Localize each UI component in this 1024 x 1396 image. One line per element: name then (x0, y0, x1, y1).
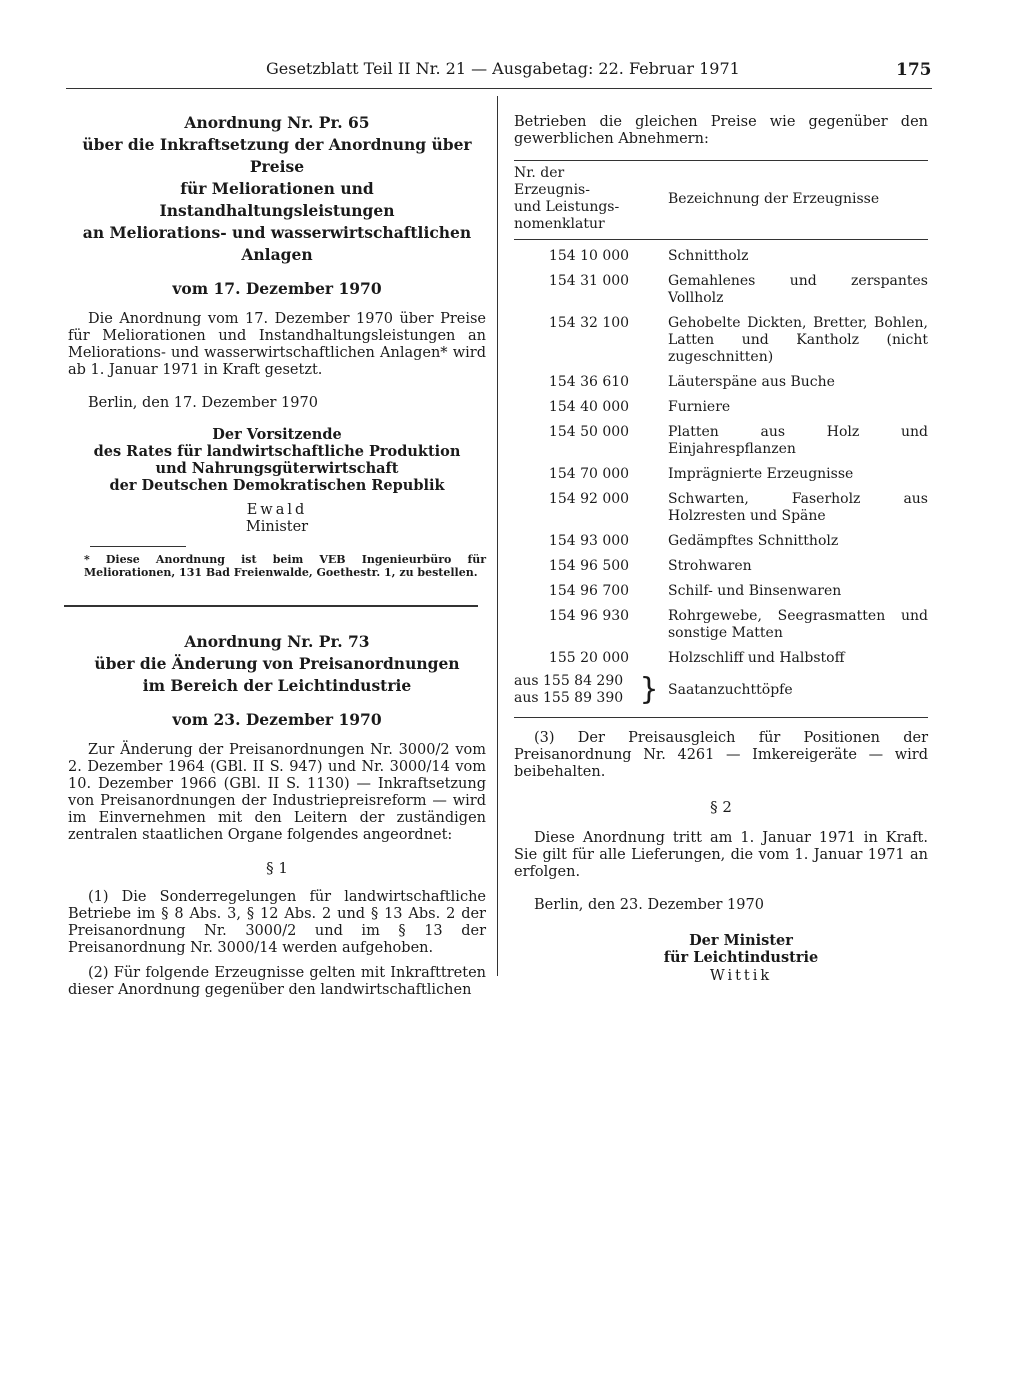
a65-signer-title: Minister (245, 519, 309, 535)
table-row (514, 533, 928, 558)
article-separator (64, 605, 478, 607)
a65-body: Die Anordnung vom 17. Dezember 1970 über Preise für Meliorationen und Instandhaltungsleistungen an Meliorations- und wasserwirtschaftlichen Anlagen* wird ab 1. Januar 1971 in Kraft gesetzt. (68, 311, 486, 378)
brace-symbol: } (639, 672, 659, 707)
a73-p1: (1) Die Sonderregelungen für landwirtschaftliche Betriebe im § 8 Abs. 3, § 12 Abs. 2 und § 13 Abs. 2 der Preisanordnung Nr. 3000/2 und im § 13 der Preisanordnung Nr. 3000/14 werden aufgehoben. (68, 889, 486, 956)
row-name: Rohrgewebe, Seegrasmatten und sonstige Matten (668, 608, 928, 641)
table-row (514, 248, 928, 273)
a73-title-line: über die Änderung von Preisanordnungen (94, 654, 460, 673)
range-from: aus 155 84 290 (514, 673, 624, 689)
row-nr: 154 36 610 (548, 374, 630, 390)
a65-date: vom 17. Dezember 1970 (172, 279, 382, 298)
right-column (514, 114, 928, 985)
header-rule (66, 88, 932, 89)
continuation-text: Betrieben die gleichen Preise wie gegenüber den gewerblichen Abnehmern: (514, 114, 928, 147)
row-name: Platten aus Holz und Einjahrespflanzen (668, 424, 928, 457)
row-nr: 154 50 000 (548, 424, 630, 440)
minister-name: Wittik (709, 968, 773, 984)
row-nr: 154 70 000 (548, 466, 630, 482)
a65-place-date: Berlin, den 17. Dezember 1970 (88, 395, 318, 411)
a65-title-line: an Meliorations- und wasserwirtschaftlichen (82, 223, 472, 242)
a73-date: vom 23. Dezember 1970 (172, 710, 382, 729)
row-nr: 154 10 000 (548, 248, 630, 264)
row-name: Gemahlenes und zerspantes Vollholz (668, 273, 928, 306)
range-name: Saatanzuchttöpfe (668, 681, 793, 698)
a73-title-line: Anordnung Nr. Pr. 73 (184, 632, 370, 651)
range-row (514, 673, 928, 707)
col-nr-header-line: und Leistungs- (514, 199, 620, 215)
row-nr: 154 40 000 (548, 399, 630, 415)
row-nr: 154 96 930 (548, 608, 630, 624)
a65-signer-line: des Rates für landwirtschaftliche Produktion (93, 443, 461, 460)
table-row (514, 466, 928, 491)
a65-signer-line: Der Vorsitzende (212, 426, 342, 443)
p3-text: (3) Der Preisausgleich für Positionen der Preisanordnung Nr. 4261 — Imkereigeräte — wird beibehalten. (514, 730, 928, 780)
a65-title-line: Anlagen (241, 245, 313, 264)
table-bottom-rule (514, 717, 928, 718)
table-row (514, 374, 928, 399)
a73-section-1: § 1 (266, 859, 288, 877)
row-nr: 154 92 000 (548, 491, 630, 507)
a65-title-line: über die Inkraftsetzung der Anordnung über Preise (82, 135, 472, 176)
s2-text: Diese Anordnung tritt am 1. Januar 1971 in Kraft. Sie gilt für alle Lieferungen, die vom 1. Januar 1971 an erfolgen. (514, 830, 928, 880)
row-name: Strohwaren (668, 558, 752, 574)
page-number: 175 (896, 60, 932, 80)
section-2: § 2 (710, 798, 732, 816)
minister-signer-line: Der Minister (689, 932, 793, 949)
products-table (514, 160, 928, 675)
minister-signer (514, 932, 928, 966)
col-nr-header-line: Erzeugnis- (514, 182, 590, 198)
row-name: Furniere (668, 399, 731, 415)
table-row (514, 583, 928, 608)
a65-signer (68, 426, 486, 494)
row-nr: 155 20 000 (548, 650, 630, 666)
table-row (514, 399, 928, 424)
row-nr: 154 93 000 (548, 533, 630, 549)
col-nr-header (514, 161, 664, 240)
row-name: Schnittholz (668, 248, 749, 264)
row-name: Gehobelte Dickten, Bretter, Bohlen, Latten und Kantholz (nicht zugeschnitten) (668, 315, 928, 365)
row-nr: 154 96 500 (548, 558, 630, 574)
table-row (514, 608, 928, 650)
left-column (68, 112, 486, 999)
place-date: Berlin, den 23. Dezember 1970 (534, 897, 764, 913)
row-name: Läuterspäne aus Buche (668, 374, 835, 390)
table-row (514, 315, 928, 374)
a73-title (68, 631, 486, 697)
table-row (514, 650, 928, 675)
row-nr: 154 32 100 (548, 315, 630, 331)
row-nr: 154 96 700 (548, 583, 630, 599)
a65-signer-line: und Nahrungsgüterwirtschaft (155, 460, 399, 477)
a65-title-line: Anordnung Nr. Pr. 65 (184, 113, 370, 132)
a65-signer-name: Ewald (246, 502, 308, 518)
footnote-rule (90, 546, 186, 547)
col-name-header: Bezeichnung der Erzeugnisse (668, 190, 880, 207)
row-name: Schilf- und Binsenwaren (668, 583, 842, 599)
row-nr: 154 31 000 (548, 273, 630, 289)
row-name: Holzschliff und Halbstoff (668, 650, 845, 666)
table-row (514, 424, 928, 466)
a65-title (68, 112, 486, 266)
range-numbers (514, 673, 634, 707)
table-row (514, 491, 928, 533)
a73-title-line: im Bereich der Leichtindustrie (142, 676, 412, 695)
row-name: Gedämpftes Schnittholz (668, 533, 839, 549)
minister-signer-line: für Leichtindustrie (663, 949, 819, 966)
a73-p2: (2) Für folgende Erzeugnisse gelten mit Inkrafttreten dieser Anordnung gegenüber den landwirtschaftlichen (68, 965, 486, 998)
table-row (514, 273, 928, 315)
col-nr-header-line: Nr. der (514, 165, 565, 181)
table-header-row (514, 161, 928, 240)
range-to: aus 155 89 390 (514, 690, 624, 706)
a65-title-line: für Meliorationen und Instandhaltungsleistungen (159, 179, 395, 220)
table-row (514, 558, 928, 583)
a65-footnote: * Diese Anordnung ist beim VEB Ingenieurbüro für Meliorationen, 131 Bad Freienwalde, Goethestr. 1, zu bestellen. (84, 553, 486, 579)
row-name: Schwarten, Faserholz aus Holzresten und Späne (668, 491, 928, 524)
row-name: Imprägnierte Erzeugnisse (668, 466, 854, 482)
col-nr-header-line: nomenklatur (514, 216, 605, 232)
a65-signer-line: der Deutschen Demokratischen Republik (109, 477, 445, 494)
a73-intro: Zur Änderung der Preisanordnungen Nr. 3000/2 vom 2. Dezember 1964 (GBl. II S. 947) und Nr. 3000/14 vom 10. Dezember 1966 (GBl. II S. 1130) — Inkraftsetzung von Preisanordnungen der Industriepreisreform — wird im Einvernehmen mit den Leitern der zuständigen zentralen staatlichen Organe folgendes angeordnet: (68, 742, 486, 843)
running-header: Gesetzblatt Teil II Nr. 21 — Ausgabetag: 22. Februar 1971 (266, 59, 740, 78)
column-divider (497, 96, 498, 976)
